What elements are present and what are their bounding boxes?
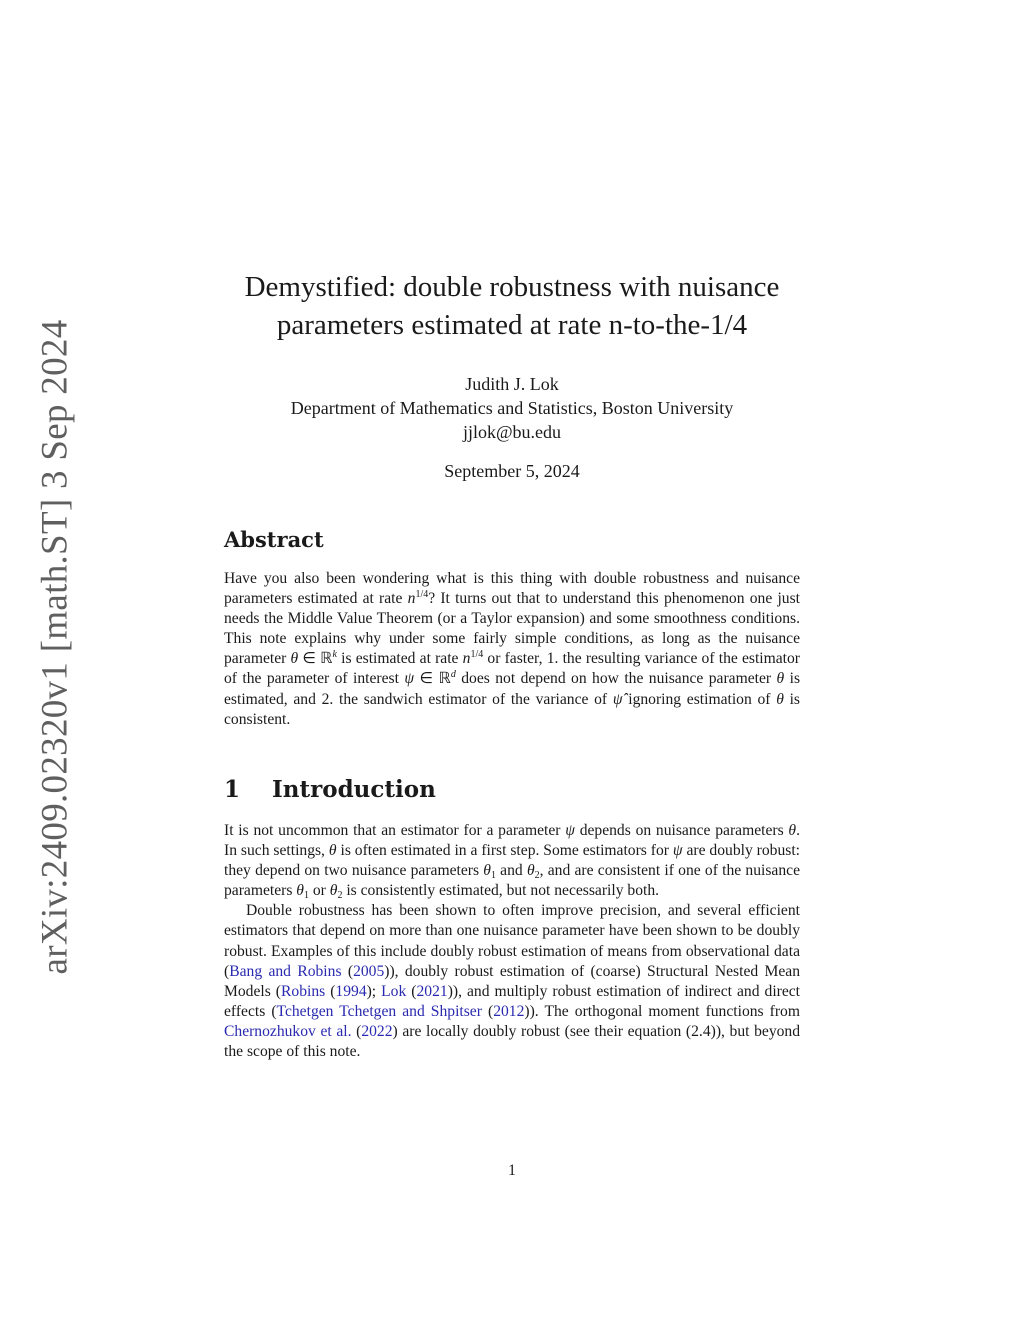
author-affiliation: Department of Mathematics and Statistics, Boston University: [290, 398, 734, 418]
citation-lok[interactable]: Lok: [381, 982, 407, 1000]
title-line-1: Demystified: double robustness with nuisance: [244, 271, 780, 303]
citation-chernozhukov[interactable]: Chernozhukov et al.: [224, 1022, 352, 1040]
title-line-2: parameters estimated at rate n-to-the-1/4: [276, 309, 748, 341]
author-email[interactable]: jjlok@bu.edu: [462, 422, 562, 442]
citation-tchetgen-shpitser[interactable]: Tchetgen Tchetgen and Shpitser: [276, 1002, 482, 1020]
section-1-heading: 1 Introduction: [224, 776, 436, 803]
abstract-body: Have you also been wondering what is this thing with double robustness and nuisance parameters estimated at rate $n^{1/4}$? It turns out that to understand this phenomenon one just needs the Middle Value Theorem (or a Taylor expansion) and some smoothness conditions. This note explains why under some fairly simple conditions, as long as the nuisance parameter θ ∈ ℝ$^k$ is estimated at rate $n^{1/4}$ or faster, 1. the resulting variance of the estimator of the parameter of interest ψ ∈ ℝ$^d$ does not depend on how the nuisance parameter θ is estimated, and 2. the sandwich estimator of the variance of ψ̂ ignoring estimation of θ is consistent.: [224, 570, 801, 728]
publication-date: September 5, 2024: [444, 461, 580, 481]
page-number: 1: [508, 1162, 516, 1179]
author-name: Judith J. Lok: [465, 374, 559, 394]
citation-bang-robins-year[interactable]: 2005: [353, 962, 385, 980]
citation-chernozhukov-year[interactable]: 2022: [361, 1022, 393, 1040]
intro-paragraph-1: It is not uncommon that an estimator for a parameter ψ depends on nuisance parameters θ. In such settings, θ is often estimated in a first step. Some estimators for ψ are doubly robust: they depend on two nuisance parameters $\theta_1$ and $\theta_2$, and are consistent if one of the nuisance parameters $\theta_1$ or $\theta_2$ is consistently estimated, but not necessarily both.: [224, 822, 800, 902]
arxiv-identifier-stamp: arXiv:2409.02320v1 [math.ST] 3 Sep 2024: [34, 319, 76, 975]
paper-title: [200, 268, 824, 344]
abstract-heading: Abstract: [224, 527, 324, 552]
citation-lok-year[interactable]: 2021: [416, 982, 448, 1000]
citation-tchetgen-shpitser-year[interactable]: 2012: [493, 1002, 525, 1020]
intro-paragraph-2: Double robustness has been shown to often improve precision, and several efficient estimators that depend on more than one nuisance parameter have been shown to be doubly robust. Examples of this include doubly robust estimation of means from observational data (Bang and Robins (2005)), doubly robust estimation of (coarse) Structural Nested Mean Models (Robins (1994); Lok (2021)), and multiply robust estimation of indirect and direct effects (Tchetgen Tchetgen and Shpitser (2012)). The orthogonal moment functions from Chernozhukov et al. (2022) are locally doubly robust (see their equation (2.4)), but beyond the scope of this note.: [224, 902, 801, 1061]
citation-robins-year[interactable]: 1994: [335, 982, 367, 1000]
introduction-body: [224, 821, 800, 1062]
citation-robins[interactable]: Robins: [281, 982, 326, 1000]
citation-bang-robins[interactable]: Bang and Robins: [229, 962, 342, 980]
